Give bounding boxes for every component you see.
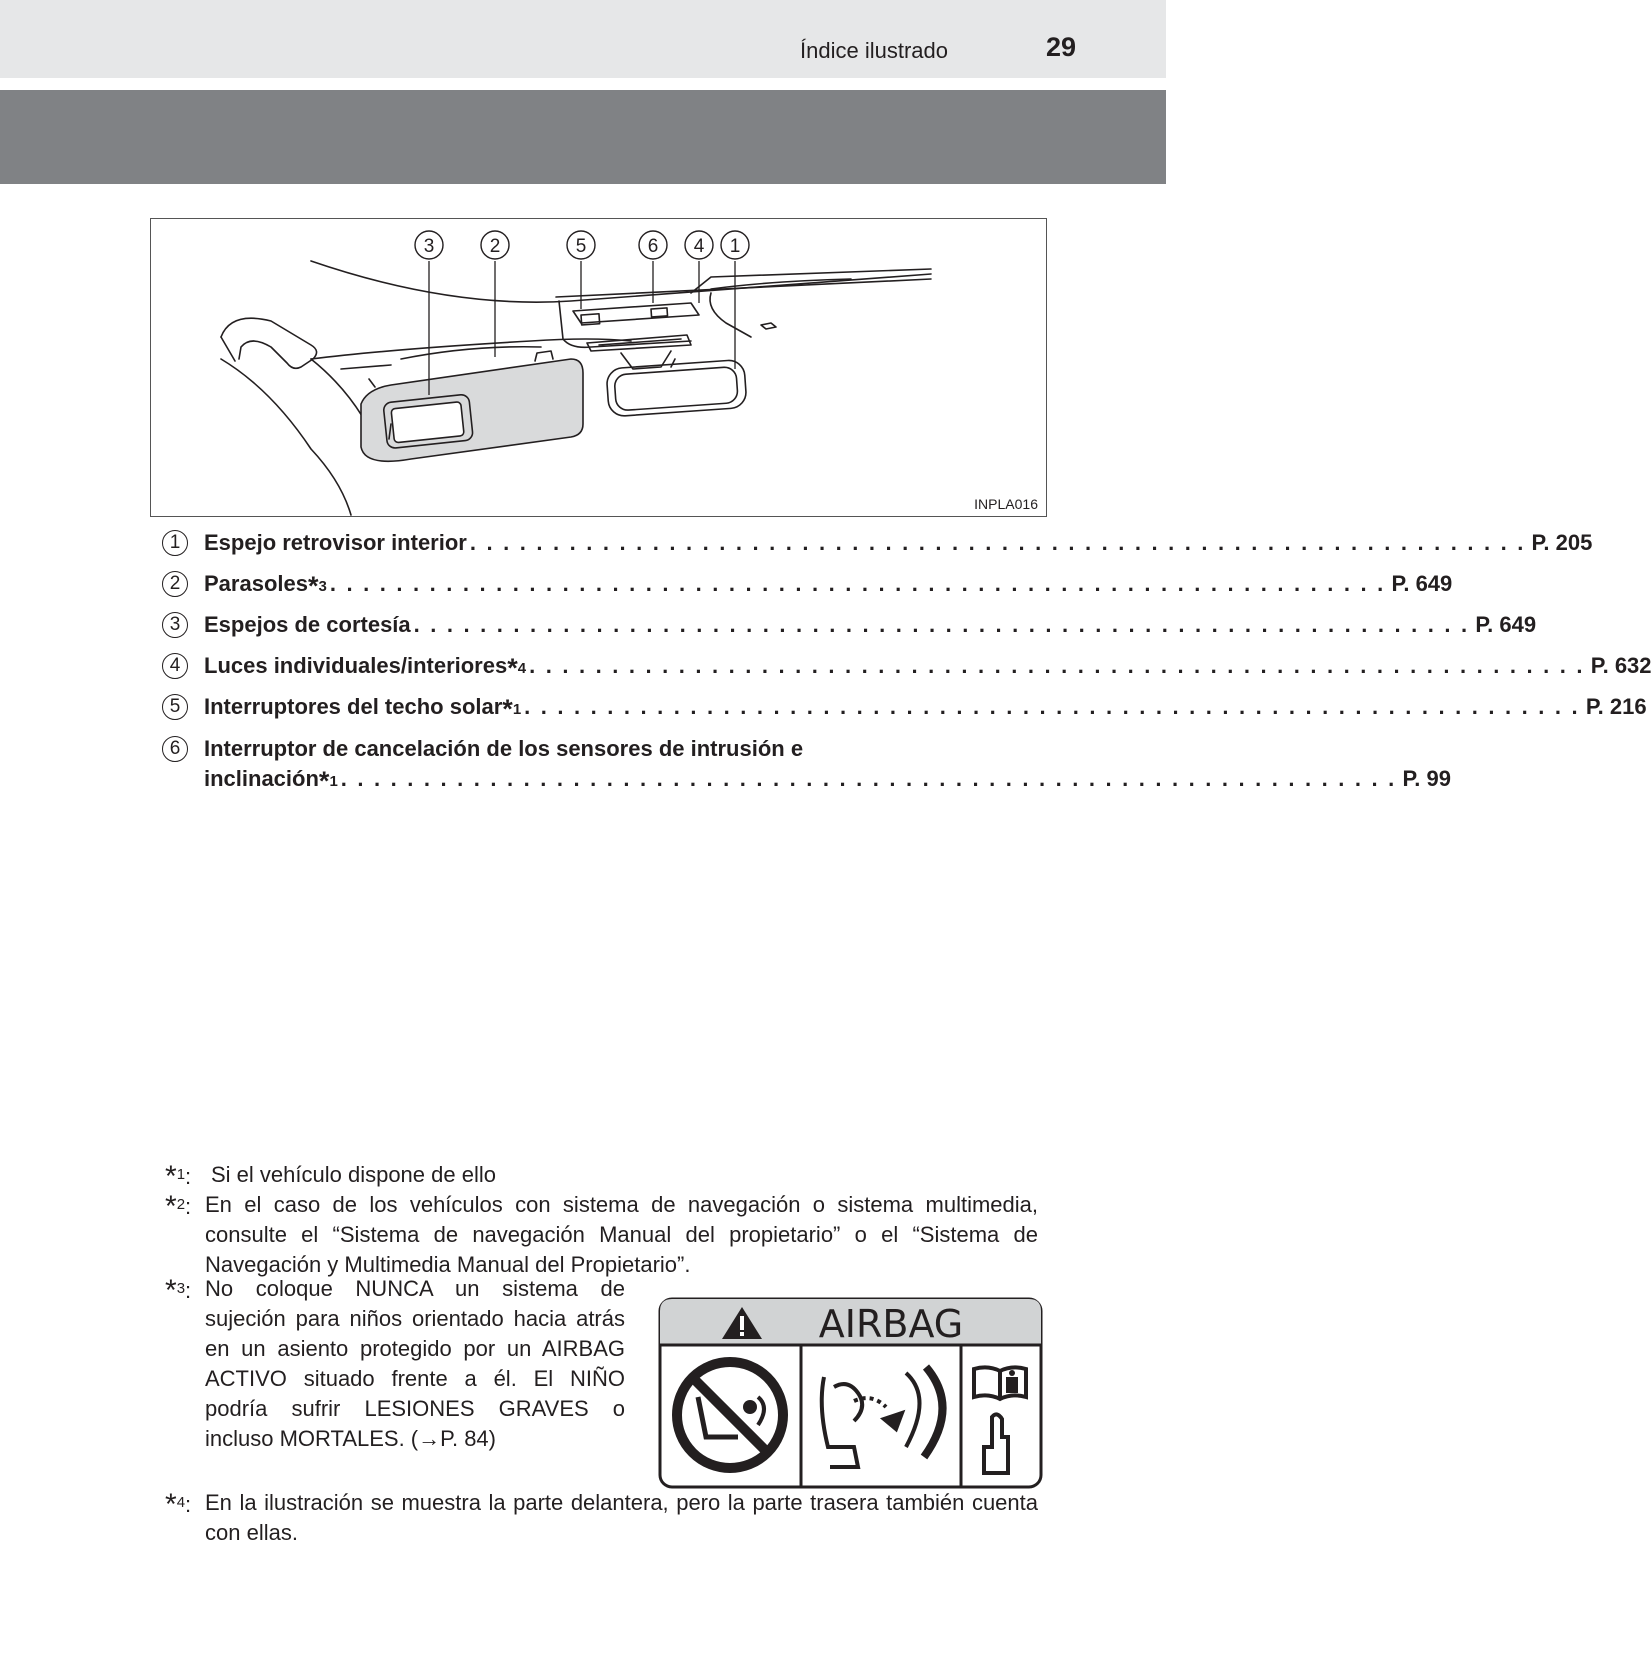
callout-4-label: 4 <box>693 236 705 257</box>
item-page-ref[interactable]: P. 649 <box>1391 571 1453 596</box>
airbag-warning-label <box>658 1297 1043 1489</box>
footnote-ref: *3 <box>307 571 327 601</box>
item-label: Parasoles <box>204 571 308 596</box>
item-label-line1: Interruptor de cancelación de los sensores de intrusión e <box>204 736 804 761</box>
item-page-ref[interactable]: P. 632 <box>1590 653 1652 678</box>
item-label: Interruptores del techo solar <box>204 694 503 719</box>
warning-title: AIRBAG <box>818 1302 964 1346</box>
footnote-text: No coloque NUNCA un sistema de sujeción para niños orientado hacia atrás en un asiento protegido por un AIRBAG ACTIVO situado frente a él. El NIÑO podría sufrir LESIONES GRAVES o incluso MORTALES. (→P. 84) <box>205 1276 625 1451</box>
airbag-warning-graphic <box>658 1297 1043 1489</box>
footnote-2 <box>165 1190 1038 1280</box>
item-label: Espejo retrovisor interior <box>204 530 467 555</box>
overhead-illustration <box>150 218 1047 517</box>
footnote-marker: *$^1$: <box>165 1160 192 1193</box>
footnote-ref: *1 <box>502 694 522 724</box>
footnote-marker: *$^3$: <box>165 1274 192 1307</box>
item-number: 4 <box>162 653 188 679</box>
leader-dots: . . . . . . . . . . . . . . . . . . . . . . . . . . . . . . . . . . . . . . . . . . . . . . . . . . . . . . . . . . . . . . . . <box>340 766 1397 791</box>
item-number: 6 <box>162 736 188 762</box>
item-page-ref[interactable]: P. 205 <box>1531 530 1593 555</box>
callout-6-label: 6 <box>647 236 659 257</box>
header-band <box>0 0 1166 78</box>
overhead-console-drawing <box>151 219 1045 515</box>
page-number: 29 <box>1046 32 1077 62</box>
footnote-marker: *$^2$: <box>165 1190 192 1223</box>
item-number: 5 <box>162 694 188 720</box>
item-label: Espejos de cortesía <box>204 612 411 637</box>
footnote-text: En el caso de los vehículos con sistema de navegación o sistema multimedia, consulte el “Sistema de navegación Manual del propietario” o el “Sistema de Navegación y Multimedia Manual del Propietario”. <box>205 1192 1038 1277</box>
item-label: Luces individuales/interiores <box>204 653 508 678</box>
item-page-ref[interactable]: P. 649 <box>1475 612 1537 637</box>
chapter-band <box>0 90 1166 184</box>
item-page-ref[interactable]: P. 216 <box>1585 694 1647 719</box>
callout-1-label: 1 <box>729 236 741 257</box>
item-page-ref[interactable]: P. 99 <box>1402 766 1451 791</box>
item-number: 2 <box>162 571 188 597</box>
leader-dots: . . . . . . . . . . . . . . . . . . . . . . . . . . . . . . . . . . . . . . . . . . . . . . . . . . . . . . . . . . . . . . . . <box>413 612 1470 637</box>
callout-3-label: 3 <box>423 236 435 257</box>
item-number: 1 <box>162 530 188 556</box>
section-title: Índice ilustrado <box>800 38 948 63</box>
footnote-4 <box>165 1488 1038 1548</box>
footnote-ref: *1 <box>318 766 338 796</box>
illustration-code: INPLA016 <box>974 496 1038 512</box>
footnote-text: Si el vehículo dispone de ello <box>211 1162 496 1187</box>
leader-dots: . . . . . . . . . . . . . . . . . . . . . . . . . . . . . . . . . . . . . . . . . . . . . . . . . . . . . . . . . . . . . . . . <box>329 571 1386 596</box>
footnote-marker: *$^4$: <box>165 1488 192 1521</box>
item-label: inclinación <box>204 766 319 791</box>
leader-dots: . . . . . . . . . . . . . . . . . . . . . . . . . . . . . . . . . . . . . . . . . . . . . . . . . . . . . . . . . . . . . . . . <box>469 530 1526 555</box>
leader-dots: . . . . . . . . . . . . . . . . . . . . . . . . . . . . . . . . . . . . . . . . . . . . . . . . . . . . . . . . . . . . . . . . <box>529 653 1585 678</box>
callout-2-label: 2 <box>489 236 501 257</box>
footnote-ref: *4 <box>507 653 527 683</box>
footnote-text: En la ilustración se muestra la parte delantera, pero la parte trasera también cuenta con ellas. <box>205 1490 1038 1545</box>
footnote-1 <box>165 1160 1038 1193</box>
list-item <box>162 734 1451 796</box>
header-divider <box>0 78 1166 80</box>
leader-dots: . . . . . . . . . . . . . . . . . . . . . . . . . . . . . . . . . . . . . . . . . . . . . . . . . . . . . . . . . . . . . . . . <box>524 694 1580 719</box>
callout-5-label: 5 <box>575 236 587 257</box>
item-number: 3 <box>162 612 188 638</box>
